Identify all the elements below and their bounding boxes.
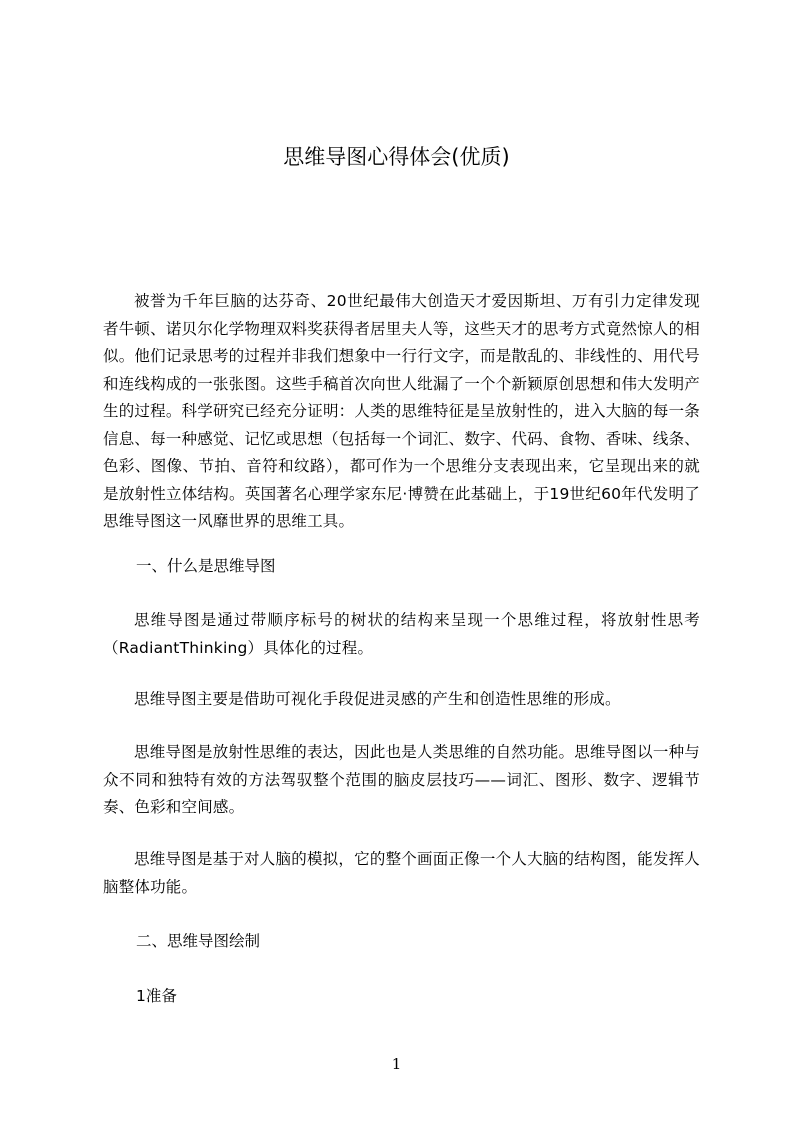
document-title: 思维导图心得体会(优质) xyxy=(283,145,510,169)
brain-simulation-paragraph: 思维导图是基于对人脑的模拟，它的整个画面正像一个人大脑的结构图，能发挥人脑整体功能。 xyxy=(103,850,700,896)
purpose-paragraph: 思维导图主要是借助可视化手段促进灵感的产生和创造性思维的形成。 xyxy=(134,690,621,708)
section-heading-drawing: 二、思维导图绘制 xyxy=(136,932,261,950)
section-heading-what-is-mind-map: 一、什么是思维导图 xyxy=(136,557,276,575)
subsection-heading-preparation: 1准备 xyxy=(136,987,177,1005)
radiant-thinking-paragraph: 思维导图是放射性思维的表达，因此也是人类思维的自然功能。思维导图以一种与众不同和独特有效的方法驾驭整个范围的脑皮层技巧——词汇、图形、数字、逻辑节奏、色彩和空间感。 xyxy=(103,743,700,816)
intro-paragraph: 被誉为千年巨脑的达芬奇、20世纪最伟大创造天才爱因斯坦、万有引力定律发现者牛顿、诺贝尔化学物理双料奖获得者居里夫人等，这些天才的思考方式竟然惊人的相似。他们记录思考的过程并非我们想象中一行行文字，而是散乱的、非线性的、用代号和连线构成的一张张图。这些手稿首次向世人纰漏了一个个新颖原创思想和伟大发明产生的过程。科学研究已经充分证明：人类的思维特征是呈放射性的，进入大脑的每一条信息、每一种感觉、记忆或思想（包括每一个词汇、数字、代码、食物、香味、线条、色彩、图像、节拍、音符和纹路），都可作为一个思维分支表现出来，它呈现出来的就是放射性立体结构。英国著名心理学家东尼·博赞在此基础上，于19世纪60年代发明了思维导图这一风靡世界的思维工具。 xyxy=(103,292,700,530)
definition-paragraph: 思维导图是通过带顺序标号的树状的结构来呈现一个思维过程，将放射性思考（RadiantThinking）具体化的过程。 xyxy=(103,611,700,657)
page-number: 1 xyxy=(391,1055,402,1073)
